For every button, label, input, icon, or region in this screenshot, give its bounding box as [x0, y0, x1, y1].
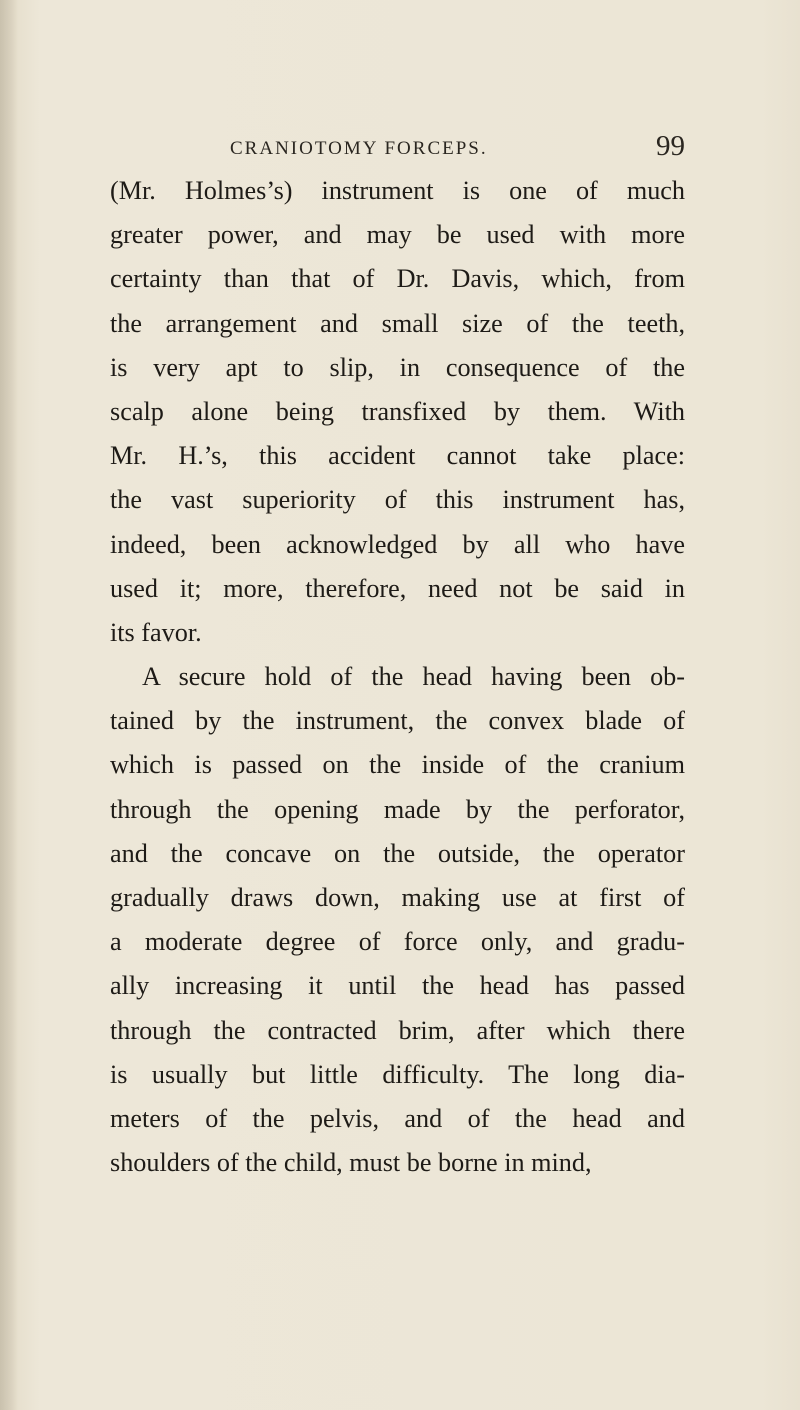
text-line: a moderate degree of force only, and gradu-	[110, 927, 685, 957]
text-line: is usually but little difficulty. The long dia-	[110, 1059, 685, 1089]
running-head: CRANIOTOMY FORCEPS.	[230, 138, 488, 159]
text-line: through the contracted brim, after which there	[110, 1015, 685, 1045]
text-line: gradually draws down, making use at first of	[110, 883, 685, 912]
text-line: the vast superiority of this instrument has,	[110, 485, 685, 515]
page-number: 99	[656, 130, 685, 162]
text-line: the arrangement and small size of the teeth,	[110, 308, 685, 338]
text-line: Mr. H.’s, this accident cannot take place:	[110, 441, 685, 471]
text-line: greater power, and may be used with more	[110, 220, 685, 250]
text-line: (Mr. Holmes’s) instrument is one of much	[110, 176, 685, 205]
text-line: shoulders of the child, must be borne in mind,	[110, 1148, 592, 1178]
text-line: meters of the pelvis, and of the head and	[110, 1103, 685, 1133]
text-line: ally increasing it until the head has passed	[110, 971, 685, 1001]
text-line: certainty than that of Dr. Davis, which, from	[110, 264, 685, 294]
text-line: which is passed on the inside of the cranium	[110, 750, 685, 780]
page-gutter-shadow	[0, 0, 18, 1410]
text-line: its favor.	[110, 617, 202, 647]
text-line: is very apt to slip, in consequence of the	[110, 352, 685, 382]
text-line: scalp alone being transfixed by them. With	[110, 396, 685, 426]
text-line: indeed, been acknowledged by all who have	[110, 529, 685, 559]
text-line: and the concave on the outside, the operator	[110, 838, 685, 868]
body-text	[110, 169, 685, 1185]
page-header	[110, 128, 685, 168]
text-line: tained by the instrument, the convex blade of	[110, 706, 685, 736]
text-line-paragraph-start: A secure hold of the head having been ob-	[142, 662, 685, 692]
text-line: used it; more, therefore, need not be said in	[110, 573, 685, 603]
text-line: through the opening made by the perforator,	[110, 794, 685, 824]
